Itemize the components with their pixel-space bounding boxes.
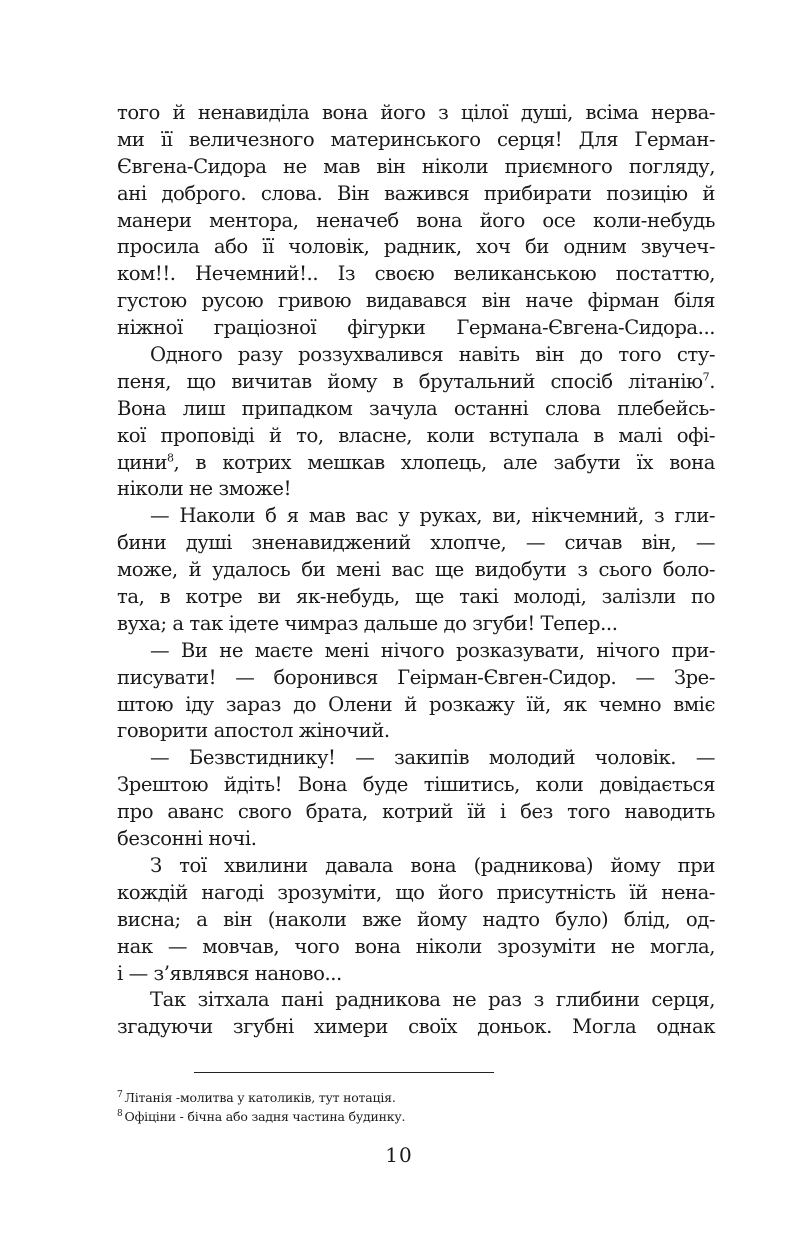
page-number: 10 <box>385 1143 413 1167</box>
footnote-number: 7 <box>117 1089 123 1100</box>
text-line: кої проповіді й то, власне, коли вступала в малі офі- <box>117 423 715 447</box>
text-line: ніжної граціозної фігурки Германа-Євгена-Сидора... <box>117 316 715 340</box>
text-line: — Наколи б я мав вас у руках, ви, нікчемний, з гли- <box>150 504 715 528</box>
text-line: ніколи не зможе! <box>117 477 292 501</box>
text-line: того й ненавиділа вона його з цілої душі, всіма нерва- <box>117 101 715 124</box>
text-run: пеня, що вичитав йому в брутальний спосіб літанію <box>117 369 703 393</box>
text-line: нак — мовчав, чого вона ніколи зрозуміти не могла, <box>117 934 715 958</box>
text-run: цини <box>117 450 167 474</box>
text-line: ком!!. Нечемний!.. Із своєю великанською постаттю, <box>117 262 715 286</box>
text-line: бини душі зненавиджений хлопче, — сичав він, — <box>117 531 715 555</box>
paragraph <box>117 503 715 637</box>
text-line: і — з’являвся наново... <box>117 961 342 985</box>
text-line <box>117 450 715 477</box>
text-line: манери ментора, неначеб вона його осе коли-небудь <box>117 208 715 232</box>
body-text <box>117 100 715 1041</box>
text-line: ми її величезного материнського серця! Для Герман- <box>117 127 715 151</box>
text-line: безсонні ночі. <box>117 827 257 851</box>
text-line: говорити апостол жіночий. <box>117 719 390 743</box>
text-line: та, в котре ви як-небудь, ще такі молоді, залізли по <box>117 585 715 609</box>
text-line: вуха; а так ідете чимраз дальше до згуби! Тепер... <box>117 611 618 635</box>
text-line: З тої хвилини давала вона (радникова) йому при <box>150 853 715 877</box>
text-line: штою іду зараз до Олени й розкажу їй, як чемно вміє <box>117 692 715 716</box>
text-line: Одного разу роззухвалився навіть він до того сту- <box>150 343 715 367</box>
text-line: густою русою гривою видавався він наче фірман біля <box>117 289 715 313</box>
text-run: , в котрих мешкав хлопець, але забути їх вона <box>173 450 715 474</box>
text-line: — Безвстиднику! — закипів молодий чоловік. — <box>150 746 715 770</box>
text-line: просила або її чоловік, радник, хоч би одним звучеч- <box>117 235 715 259</box>
paragraph <box>117 342 715 503</box>
paragraph <box>117 987 715 1041</box>
text-line: Вона лиш припадком зачула останні слова плебейсь- <box>117 396 715 420</box>
paragraph <box>117 853 715 987</box>
footnotes <box>117 1088 717 1126</box>
footnote-8 <box>117 1107 717 1126</box>
footnote-ref-7: 7 <box>702 370 710 384</box>
text-line: писувати! — боронився Геірман-Євген-Сидор. — Зре- <box>117 665 715 689</box>
paragraph <box>117 100 715 342</box>
text-line: кождій нагоді зрозуміти, що його присутність їй нена- <box>117 880 715 904</box>
paragraph <box>117 638 715 746</box>
text-line: — Ви не маєте мені нічого розказувати, нічого при- <box>150 638 715 662</box>
text-line: про аванс свого брата, котрий їй і без того наводить <box>117 800 715 824</box>
text-line: Зрештою йдіть! Вона буде тішитись, коли довідається <box>117 773 715 797</box>
text-line: ані доброго. слова. Він важився прибирати позицію й <box>117 181 715 205</box>
text-line: Євгена-Сидора не мав він ніколи приємного погляду, <box>117 154 715 178</box>
footnote-number: 8 <box>117 1108 123 1119</box>
footnote-text: Літанія -молитва у католиків, тут нотація. <box>124 1090 396 1105</box>
text-line: висна; а він (наколи вже йому надто було) блід, од- <box>117 907 715 931</box>
footnote-separator <box>194 1072 494 1073</box>
text-run: . <box>709 369 715 393</box>
text-line: Так зітхала пані радникова не раз з глибини серця, <box>150 988 715 1012</box>
footnote-ref-8: 8 <box>166 451 174 465</box>
paragraph <box>117 745 715 853</box>
text-line: згадуючи згубні химери своїх доньок. Могла однак <box>117 1015 715 1039</box>
footnote-7 <box>117 1088 717 1107</box>
footnote-text: Офіціни - бічна або задня частина будинку. <box>124 1109 406 1124</box>
text-line: може, й удалось би мені вас ще видобути з сього боло- <box>117 558 715 582</box>
text-line <box>117 369 715 396</box>
